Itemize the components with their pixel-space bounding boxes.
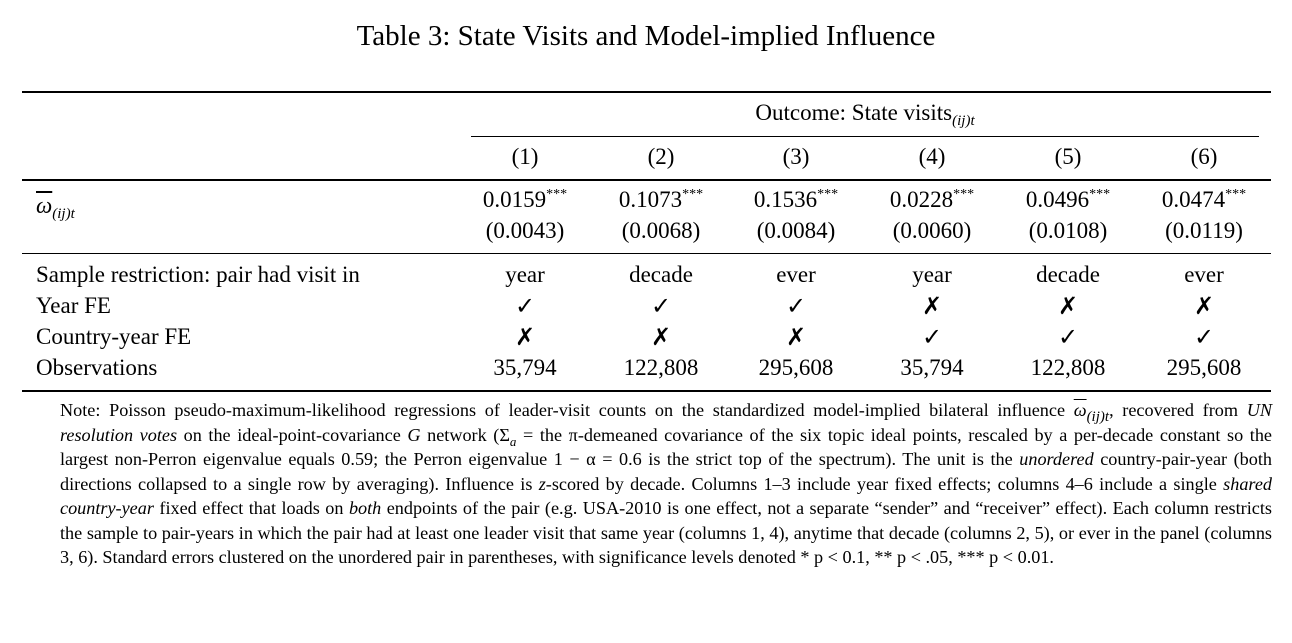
omega-sub: (ij)t bbox=[52, 206, 75, 222]
coef-cell bbox=[1139, 187, 1269, 213]
column-header: (6) bbox=[1190, 144, 1218, 169]
se-cell: (0.0119) bbox=[1165, 218, 1243, 243]
note-text: Note: Poisson pseudo-maximum-likelihood regressions of leader-visit counts on the standardized model-implied bilateral influence bbox=[60, 400, 1074, 420]
table-cell: year bbox=[505, 262, 545, 287]
row-label: Observations bbox=[36, 355, 158, 380]
cross-icon: ✗ bbox=[650, 323, 672, 351]
table-cell: 35,794 bbox=[493, 355, 557, 380]
table-cell: ever bbox=[1184, 262, 1224, 287]
row-label: Year FE bbox=[36, 293, 111, 318]
coef-cell bbox=[460, 187, 590, 213]
note-italic: shared country-year bbox=[60, 473, 1272, 518]
note-text: on the ideal-point-covariance bbox=[177, 424, 408, 445]
note-sig: *** p < 0.01. bbox=[957, 547, 1054, 567]
check-icon: ✓ bbox=[921, 323, 943, 351]
significance-stars: *** bbox=[546, 187, 568, 202]
row-label: Country-year FE bbox=[36, 324, 192, 349]
outcome-header-label: Outcome: State visits bbox=[755, 100, 953, 125]
cross-icon: ✗ bbox=[514, 323, 536, 351]
note-omega-sub: (ij)t bbox=[1086, 409, 1110, 425]
header-rule bbox=[22, 179, 1271, 181]
note-text: fixed effect that loads on bbox=[153, 498, 349, 518]
table-cell: decade bbox=[629, 262, 693, 287]
note-text: , recovered from bbox=[1109, 400, 1247, 420]
outcome-underline bbox=[471, 136, 1259, 137]
note-text: endpoints of the pair (e.g. USA-2010 is one effect, not a separate “sender” and “receiver” effect). Each column restricts the sample to pair-years in which the pair had at least one leader visit that same year (columns 1, 4), anytime that decade (columns 2, 5), or ever in the panel (columns 3, 6). Standard errors clustered on the unordered pair in parentheses, with significance levels denoted bbox=[60, 498, 1272, 567]
coef-cell bbox=[867, 187, 997, 213]
bottom-rule bbox=[22, 390, 1271, 392]
note-italic: z bbox=[538, 473, 546, 494]
note-italic: UN resolution votes bbox=[60, 400, 1272, 445]
coef-value: 0.0159 bbox=[482, 187, 547, 212]
check-icon: ✓ bbox=[1057, 323, 1079, 351]
table-title: Table 3: State Visits and Model-implied Influence bbox=[356, 20, 936, 52]
coef-cell bbox=[1003, 187, 1133, 213]
mid-rule bbox=[22, 253, 1271, 254]
row-label: Sample restriction: pair had visit in bbox=[36, 262, 360, 287]
note-omega: $\overline{\omega}$ bbox=[1073, 400, 1087, 420]
se-cell: (0.0068) bbox=[621, 218, 701, 243]
cross-icon: ✗ bbox=[1193, 292, 1215, 320]
table-cell: ever bbox=[776, 262, 816, 287]
note-italic: unordered bbox=[1019, 449, 1094, 469]
significance-stars: *** bbox=[817, 187, 839, 202]
column-header: (5) bbox=[1054, 144, 1082, 169]
column-header: (2) bbox=[647, 144, 675, 169]
note-sig: ** p < .05, bbox=[874, 547, 958, 567]
coef-value: 0.0228 bbox=[889, 187, 954, 212]
se-cell: (0.0084) bbox=[756, 218, 836, 243]
check-icon: ✓ bbox=[650, 292, 672, 320]
note-italic: G bbox=[407, 424, 421, 445]
table-cell: 35,794 bbox=[900, 355, 964, 380]
table-cell: 295,608 bbox=[758, 355, 834, 380]
coef-value: 0.1536 bbox=[753, 187, 818, 212]
note-text: network (Σ bbox=[420, 424, 510, 445]
significance-stars: *** bbox=[682, 187, 704, 202]
outcome-header-sub: (ij)t bbox=[952, 113, 975, 129]
coef-value: 0.0496 bbox=[1025, 187, 1090, 212]
significance-stars: *** bbox=[1089, 187, 1111, 202]
significance-stars: *** bbox=[953, 187, 975, 202]
note-sigma-sub: a bbox=[509, 433, 517, 449]
top-rule bbox=[22, 91, 1271, 93]
cross-icon: ✗ bbox=[1057, 292, 1079, 320]
column-header: (4) bbox=[918, 144, 946, 169]
table-cell: 122,808 bbox=[623, 355, 699, 380]
check-icon: ✓ bbox=[1193, 323, 1215, 351]
coef-value: 0.1073 bbox=[618, 187, 683, 212]
table-cell: 295,608 bbox=[1166, 355, 1242, 380]
column-header: (3) bbox=[782, 144, 810, 169]
table-cell: decade bbox=[1036, 262, 1100, 287]
table-cell: year bbox=[912, 262, 952, 287]
se-cell: (0.0043) bbox=[485, 218, 565, 243]
se-cell: (0.0060) bbox=[892, 218, 972, 243]
outcome-header bbox=[471, 100, 1259, 129]
note-sig: * p < 0.1, bbox=[800, 547, 875, 567]
note-text: = the π-demeaned covariance of the six topic ideal points, rescaled by a per-decade constant so the largest non-Perron eigenvalue equals 0.59; the Perron eigenvalue 1 − α = 0.6 is the strict top of the spectrum). The unit is the bbox=[60, 424, 1272, 469]
omega-label bbox=[36, 193, 75, 222]
coef-cell bbox=[731, 187, 861, 213]
note-italic: both bbox=[348, 498, 382, 518]
significance-stars: *** bbox=[1225, 187, 1247, 202]
check-icon: ✓ bbox=[514, 292, 536, 320]
cross-icon: ✗ bbox=[785, 323, 807, 351]
check-icon: ✓ bbox=[785, 292, 807, 320]
coef-value: 0.0474 bbox=[1161, 187, 1226, 212]
se-cell: (0.0108) bbox=[1028, 218, 1108, 243]
coef-cell bbox=[596, 187, 726, 213]
note-text: -scored by decade. Columns 1–3 include year fixed effects; columns 4–6 include a single bbox=[545, 473, 1224, 494]
note-text: country-pair-year (both directions collapsed to a single row by averaging). Influence is bbox=[60, 449, 1272, 494]
table-cell: 122,808 bbox=[1030, 355, 1106, 380]
omega-symbol: $\overline{\omega}$ bbox=[36, 193, 53, 218]
table-note bbox=[60, 398, 1272, 570]
cross-icon: ✗ bbox=[921, 292, 943, 320]
column-header: (1) bbox=[511, 144, 539, 169]
